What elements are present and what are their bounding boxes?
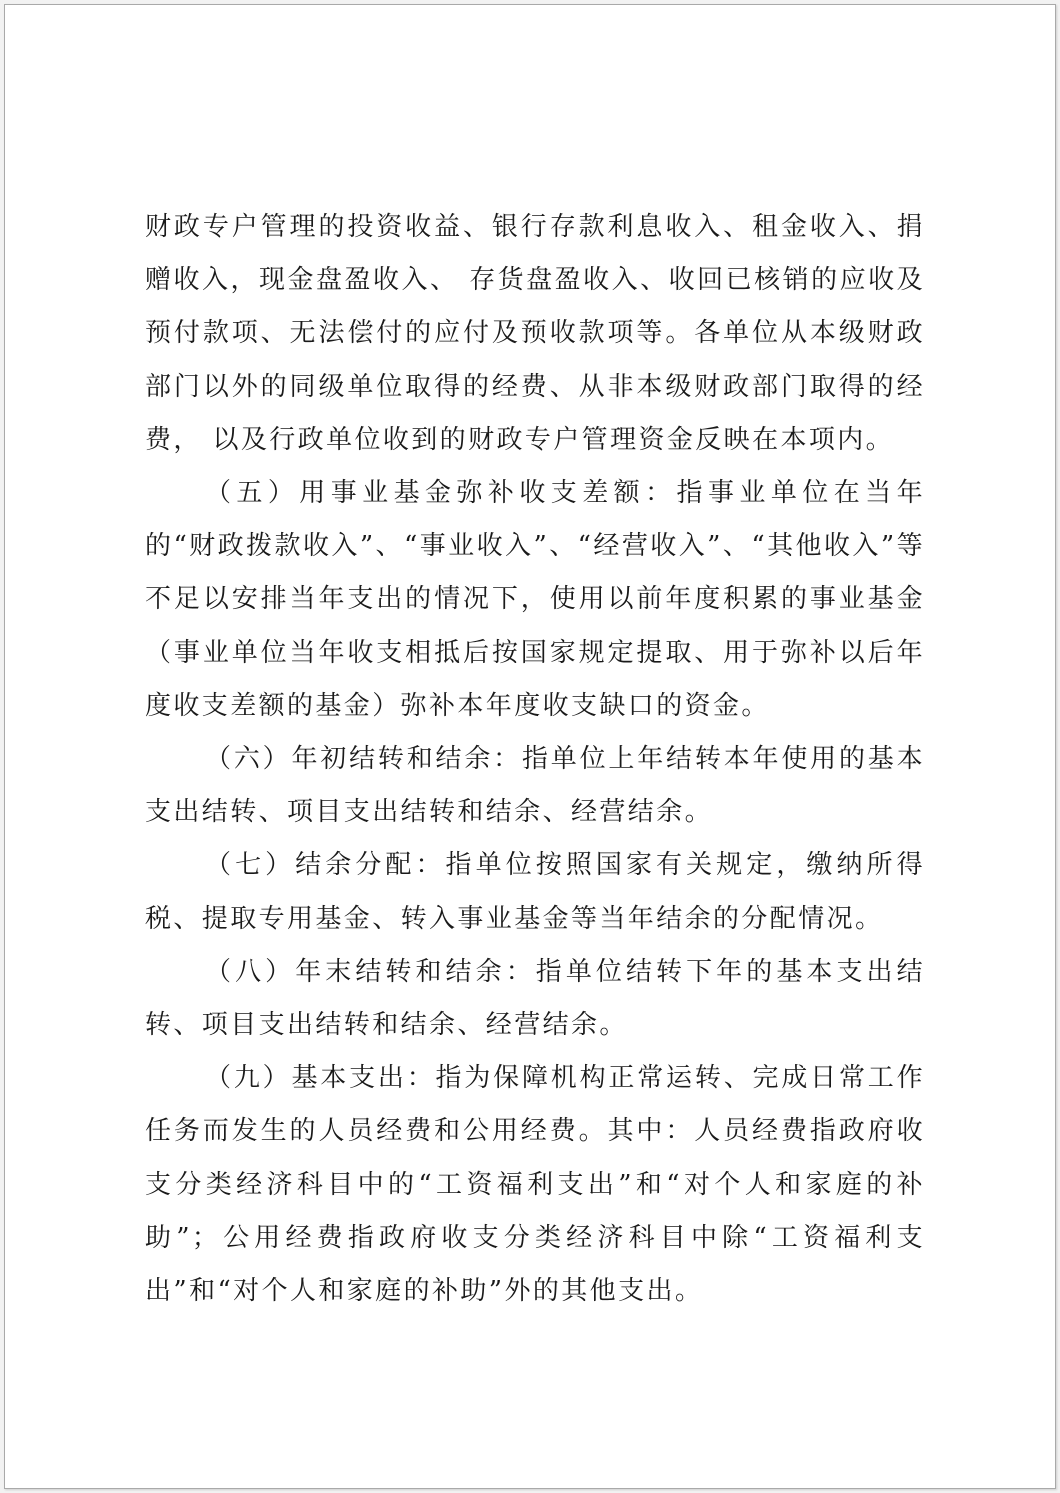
paragraph-section-7: （七）结余分配：指单位按照国家有关规定，缴纳所得税、提取专用基金、转入事业基金等当年结余的分配情况。 [145,850,925,934]
paragraph-section-9: （九）基本支出：指为保障机构正常运转、完成日常工作任务而发生的人员经费和公用经费。其中：人员经费指政府收支分类经济科目中的“工资福利支出”和“对个人和家庭的补助”；公用经费指政府收支分类经济科目中除“工资福利支出”和“对个人和家庭的补助”外的其他支出。 [145,1063,925,1307]
paragraph-section-8: （八）年末结转和结余：指单位结转下年的基本支出结转、项目支出结转和结余、经营结余。 [145,956,925,1041]
document-page [4,4,1056,1489]
paragraph-section-5: （五）用事业基金弥补收支差额：指事业单位在当年的“财政拨款收入”、“事业收入”、“经营收入”、“其他收入”等不足以安排当年支出的情况下，使用以前年度积累的事业基金（事业单位当年收支相抵后按国家规定提取、用于弥补以后年度收支差额的基金）弥补本年度收支缺口的资金。 [145,478,925,721]
paragraph-section-6: （六）年初结转和结余：指单位上年结转本年使用的基本支出结转、项目支出结转和结余、经营结余。 [145,744,925,828]
paragraph-income-continued: 财政专户管理的投资收益、银行存款利息收入、租金收入、捐赠收入，现金盘盈收入、 存货盘盈收入、收回已核销的应收及预付款项、无法偿付的应付及预收款项等。各单位从本级财政部门以外的同级单位取得的经费、从非本级财政部门取得的经费， 以及行政单位收到的财政专户管理资金反映在本项内。 [145,212,925,455]
document-body [145,201,925,1318]
